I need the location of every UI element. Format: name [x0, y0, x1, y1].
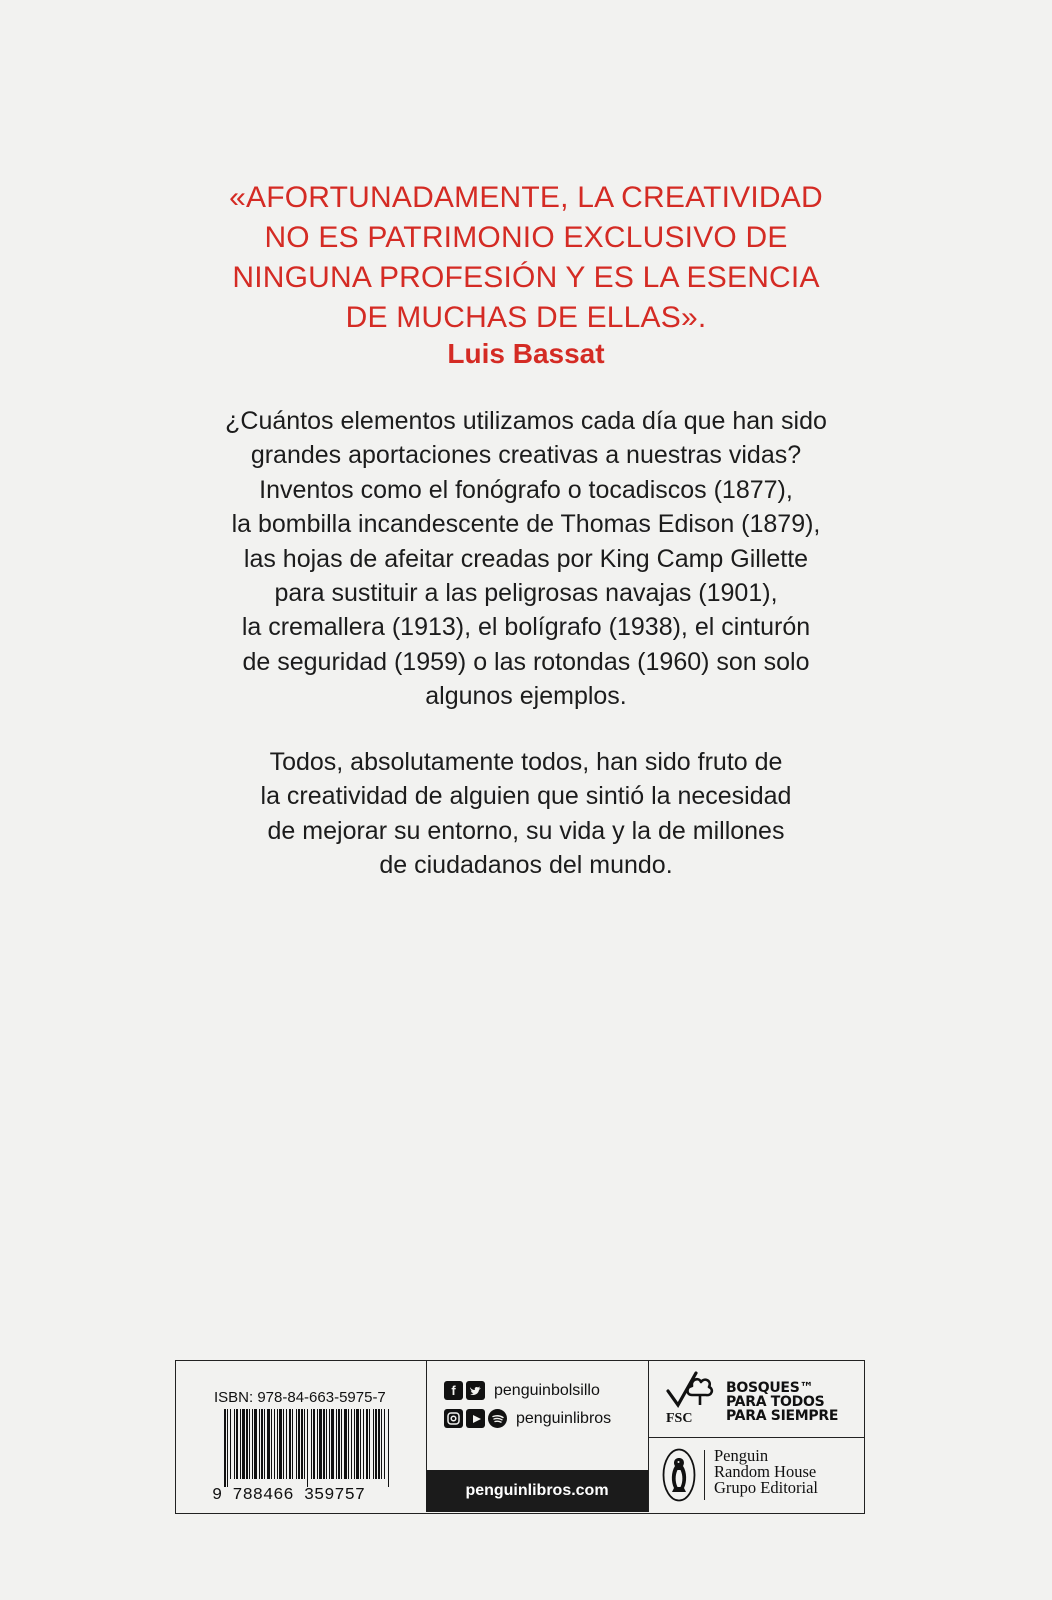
- text-line: Inventos como el fonógrafo o tocadiscos (1877),: [259, 475, 793, 504]
- barcode-bar: [249, 1409, 250, 1479]
- barcode-bar: [341, 1409, 342, 1479]
- barcode-bar: [246, 1409, 248, 1479]
- youtube-icon[interactable]: [466, 1409, 485, 1428]
- quote-author: Luis Bassat: [447, 338, 605, 369]
- barcode-bar: [271, 1409, 272, 1479]
- fsc-slogan-line: PARA TODOS: [726, 1394, 825, 1410]
- barcode-bar: [259, 1409, 260, 1479]
- text-line: las hojas de afeitar creadas por King Camp Gillette: [243, 544, 809, 573]
- barcode-bar: [307, 1409, 308, 1487]
- text-line: ¿Cuántos elementos utilizamos cada día que han sido: [225, 407, 827, 435]
- barcode-bar: [236, 1409, 238, 1479]
- text-line: de seguridad (1959) o las rotondas (1960) son solo: [242, 647, 810, 676]
- fsc-slogan-line: PARA SIEMPRE: [726, 1408, 839, 1424]
- barcode-bar: [264, 1409, 265, 1479]
- barcode-bar: [369, 1409, 370, 1479]
- barcode-bar: [381, 1409, 382, 1479]
- publisher-line: Grupo Editorial: [714, 1478, 819, 1497]
- barcode-bar: [240, 1409, 241, 1479]
- barcode-bar: [234, 1409, 235, 1479]
- barcode-bar: [354, 1409, 355, 1479]
- text-line: Todos, absolutamente todos, han sido fruto de: [269, 748, 783, 776]
- barcode-bar: [344, 1409, 347, 1479]
- barcode-bar: [384, 1409, 385, 1479]
- barcode-bar: [329, 1409, 330, 1479]
- publisher-cell: [648, 1438, 864, 1512]
- barcode-bar: [230, 1409, 231, 1479]
- twitter-icon[interactable]: [466, 1381, 485, 1400]
- text-line: la creatividad de alguien que sintió la necesidad: [260, 782, 792, 811]
- spotify-icon[interactable]: [488, 1409, 507, 1428]
- facebook-icon[interactable]: f: [444, 1381, 463, 1400]
- barcode-bar: [289, 1409, 291, 1479]
- barcode-cell: [176, 1361, 427, 1512]
- barcode-bar: [267, 1409, 270, 1479]
- publisher-line: Random House: [714, 1462, 817, 1481]
- barcode-bar: [242, 1409, 245, 1479]
- barcode-bar: [279, 1409, 282, 1479]
- synopsis-paragraph-1: [0, 404, 1052, 714]
- barcode-bar: [224, 1409, 226, 1487]
- quote-line: «AFORTUNADAMENTE, LA CREATIVIDAD: [229, 181, 823, 214]
- quote-line: DE MUCHAS DE ELLAS».: [345, 301, 707, 334]
- fsc-cell: [648, 1361, 864, 1438]
- text-line: para sustituir a las peligrosas navajas (1901),: [274, 579, 778, 608]
- website-link[interactable]: penguinlibros.com: [426, 1470, 648, 1512]
- back-cover-info-box: [175, 1360, 865, 1514]
- fsc-label: FSC: [666, 1411, 693, 1426]
- barcode-bar: [311, 1409, 312, 1479]
- fsc-slogan: [726, 1381, 838, 1423]
- barcode-bar: [366, 1409, 368, 1479]
- quote-line: NO ES PATRIMONIO EXCLUSIVO DE: [264, 221, 788, 254]
- barcode-bar: [317, 1409, 318, 1479]
- barcode-bar: [323, 1409, 325, 1479]
- barcode-bar: [336, 1409, 337, 1479]
- barcode-bar: [296, 1409, 297, 1479]
- barcode-bar: [286, 1409, 287, 1479]
- barcode-bar: [254, 1409, 257, 1479]
- publisher-line: Penguin: [714, 1446, 769, 1465]
- barcode-bar: [252, 1409, 253, 1479]
- synopsis-paragraph-2: [0, 745, 1052, 883]
- barcode-bar: [351, 1409, 352, 1479]
- barcode-bar: [274, 1409, 275, 1479]
- barcode-bar: [313, 1409, 315, 1479]
- barcode-bar: [301, 1409, 303, 1479]
- social-row-libros: [444, 1409, 611, 1428]
- social-handle[interactable]: penguinbolsillo: [494, 1381, 600, 1399]
- barcode-bar: [326, 1409, 327, 1479]
- barcode-bar: [338, 1409, 340, 1479]
- social-cell: [426, 1361, 649, 1512]
- barcode-bar: [348, 1409, 349, 1479]
- barcode-bar: [373, 1409, 374, 1479]
- barcode-bar: [292, 1409, 293, 1479]
- barcode-icon: [212, 1409, 402, 1501]
- barcode-bar: [261, 1409, 263, 1479]
- text-line: de mejorar su entorno, su vida y la de millones: [267, 816, 785, 845]
- social-handle[interactable]: penguinlibros: [516, 1409, 612, 1427]
- barcode-bar: [319, 1409, 322, 1479]
- fsc-slogan-line: BOSQUES™: [726, 1380, 814, 1396]
- quote-line: NINGUNA PROFESIÓN Y ES LA ESENCIA: [232, 261, 820, 294]
- barcode-bar: [277, 1409, 278, 1479]
- pull-quote: [0, 178, 1052, 338]
- penguin-logo-icon: [662, 1448, 696, 1502]
- text-line: grandes aportaciones creativas a nuestras vidas?: [250, 441, 802, 470]
- barcode-bar: [363, 1409, 364, 1479]
- instagram-icon[interactable]: [444, 1409, 463, 1428]
- fsc-tree-check-icon: [662, 1365, 718, 1413]
- barcode-bar: [378, 1409, 380, 1479]
- barcode-digits: 9 788466 359757: [212, 1486, 366, 1501]
- isbn-label: ISBN: 978-84-663-5975-7: [214, 1389, 386, 1406]
- barcode-bar: [304, 1409, 305, 1479]
- barcode-bar: [298, 1409, 300, 1479]
- social-row-bolsillo: [444, 1381, 600, 1400]
- text-line: la bombilla incandescente de Thomas Edison (1879),: [231, 510, 821, 539]
- text-line: de ciudadanos del mundo.: [379, 851, 673, 880]
- publisher-divider: [704, 1450, 705, 1500]
- barcode-bar: [360, 1409, 361, 1479]
- text-line: algunos ejemplos.: [425, 682, 627, 711]
- barcode-bar: [356, 1409, 359, 1479]
- barcode-bar: [375, 1409, 377, 1479]
- barcode-bar: [227, 1409, 228, 1487]
- barcode-bar: [388, 1409, 389, 1487]
- publisher-name: [714, 1448, 818, 1496]
- barcode-bar: [283, 1409, 284, 1479]
- barcode-bar: [331, 1409, 334, 1479]
- text-line: la cremallera (1913), el bolígrafo (1938), el cinturón: [241, 613, 811, 642]
